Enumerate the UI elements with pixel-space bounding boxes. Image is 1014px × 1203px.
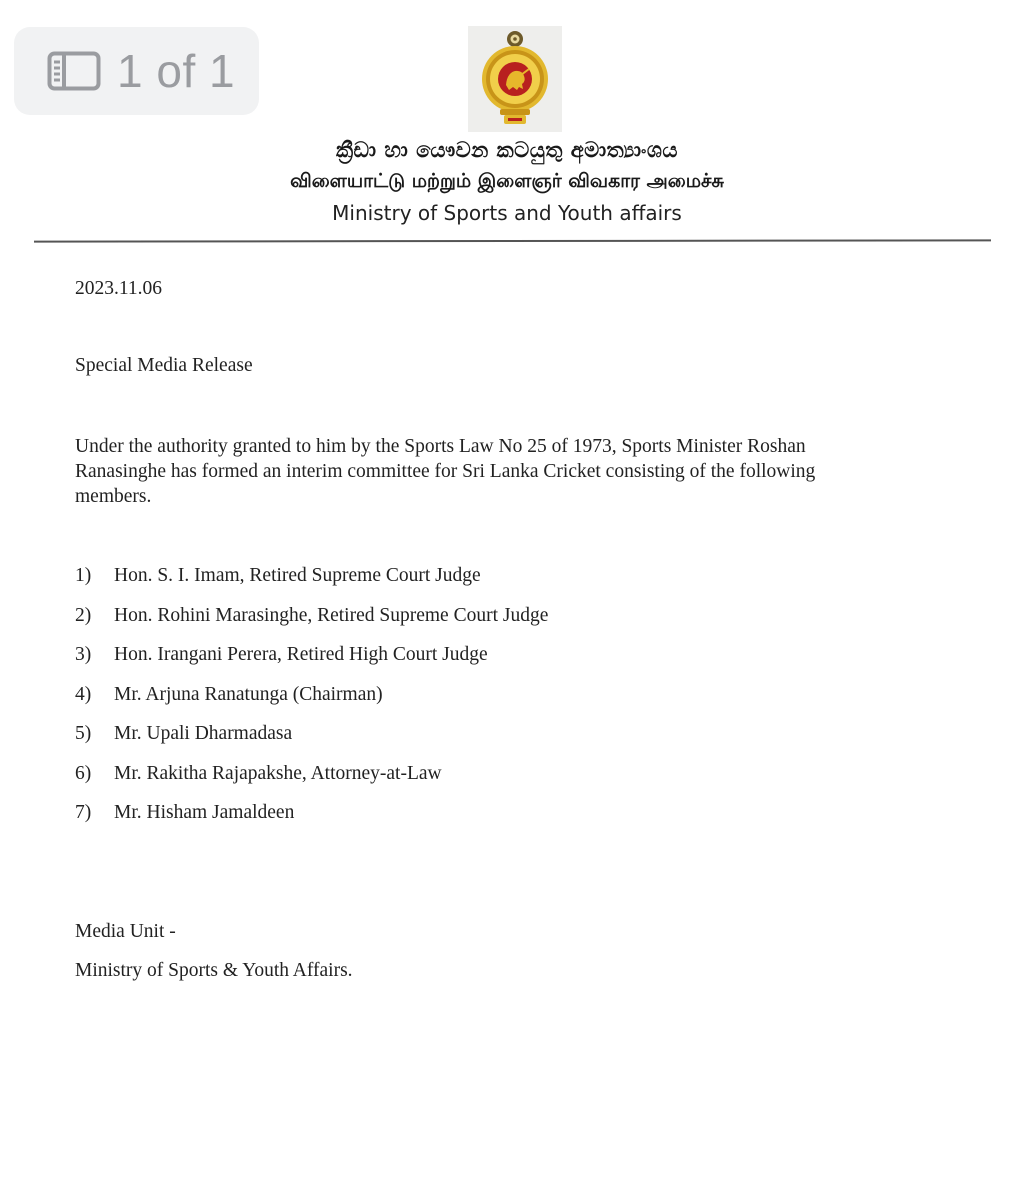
- member-name: Mr. Upali Dharmadasa: [114, 723, 293, 744]
- list-number: 6): [75, 762, 92, 784]
- member-name: Hon. Rohini Marasinghe, Retired Supreme Court Judge: [114, 604, 549, 626]
- letterhead-english: Ministry of Sports and Youth affairs: [332, 201, 682, 225]
- list-number: 5): [75, 723, 92, 744]
- list-item: [75, 565, 548, 605]
- list-item: [75, 605, 548, 645]
- member-name: Hon. S. I. Imam, Retired Supreme Court Judge: [114, 565, 481, 586]
- pages-icon: [47, 51, 101, 91]
- document-paragraph: Under the authority granted to him by the Sports Law No 25 of 1973, Sports Minister Roshan Ranasinghe has formed an interim committee for Sri Lanka Cricket consisting of the following members.: [75, 436, 816, 507]
- list-item: [75, 644, 548, 684]
- page-counter[interactable]: [14, 27, 259, 115]
- member-name: Mr. Rakitha Rajapakshe, Attorney-at-Law: [114, 762, 442, 784]
- list-number: 7): [75, 802, 92, 823]
- list-number: 1): [75, 565, 92, 586]
- list-item: [75, 763, 548, 803]
- letterhead-tamil: விளையாட்டு மற்றும் இளைஞர் விவகார அமைச்சு: [290, 170, 724, 192]
- sri-lanka-emblem: [468, 26, 562, 132]
- list-number: 3): [75, 644, 92, 665]
- page-counter-label: 1 of 1: [117, 45, 236, 97]
- member-name: Mr. Hisham Jamaldeen: [114, 802, 295, 823]
- footer-ministry: Ministry of Sports & Youth Affairs.: [75, 960, 353, 981]
- list-item: [75, 802, 548, 842]
- footer-media-unit: Media Unit -: [75, 921, 176, 942]
- document-heading: Special Media Release: [75, 355, 253, 376]
- divider-line: [34, 239, 991, 242]
- member-name: Mr. Arjuna Ranatunga (Chairman): [114, 683, 383, 705]
- list-item: [75, 723, 548, 763]
- member-name: Hon. Irangani Perera, Retired High Court Judge: [114, 644, 488, 665]
- letterhead-sinhala: ක්‍රීඩා හා යෞවන කටයුතු අමාත්‍යාංශය: [335, 138, 679, 162]
- document-date: 2023.11.06: [75, 278, 163, 299]
- list-number: 4): [75, 683, 92, 705]
- list-item: [75, 684, 548, 724]
- member-list: [75, 565, 548, 842]
- list-number: 2): [75, 604, 92, 626]
